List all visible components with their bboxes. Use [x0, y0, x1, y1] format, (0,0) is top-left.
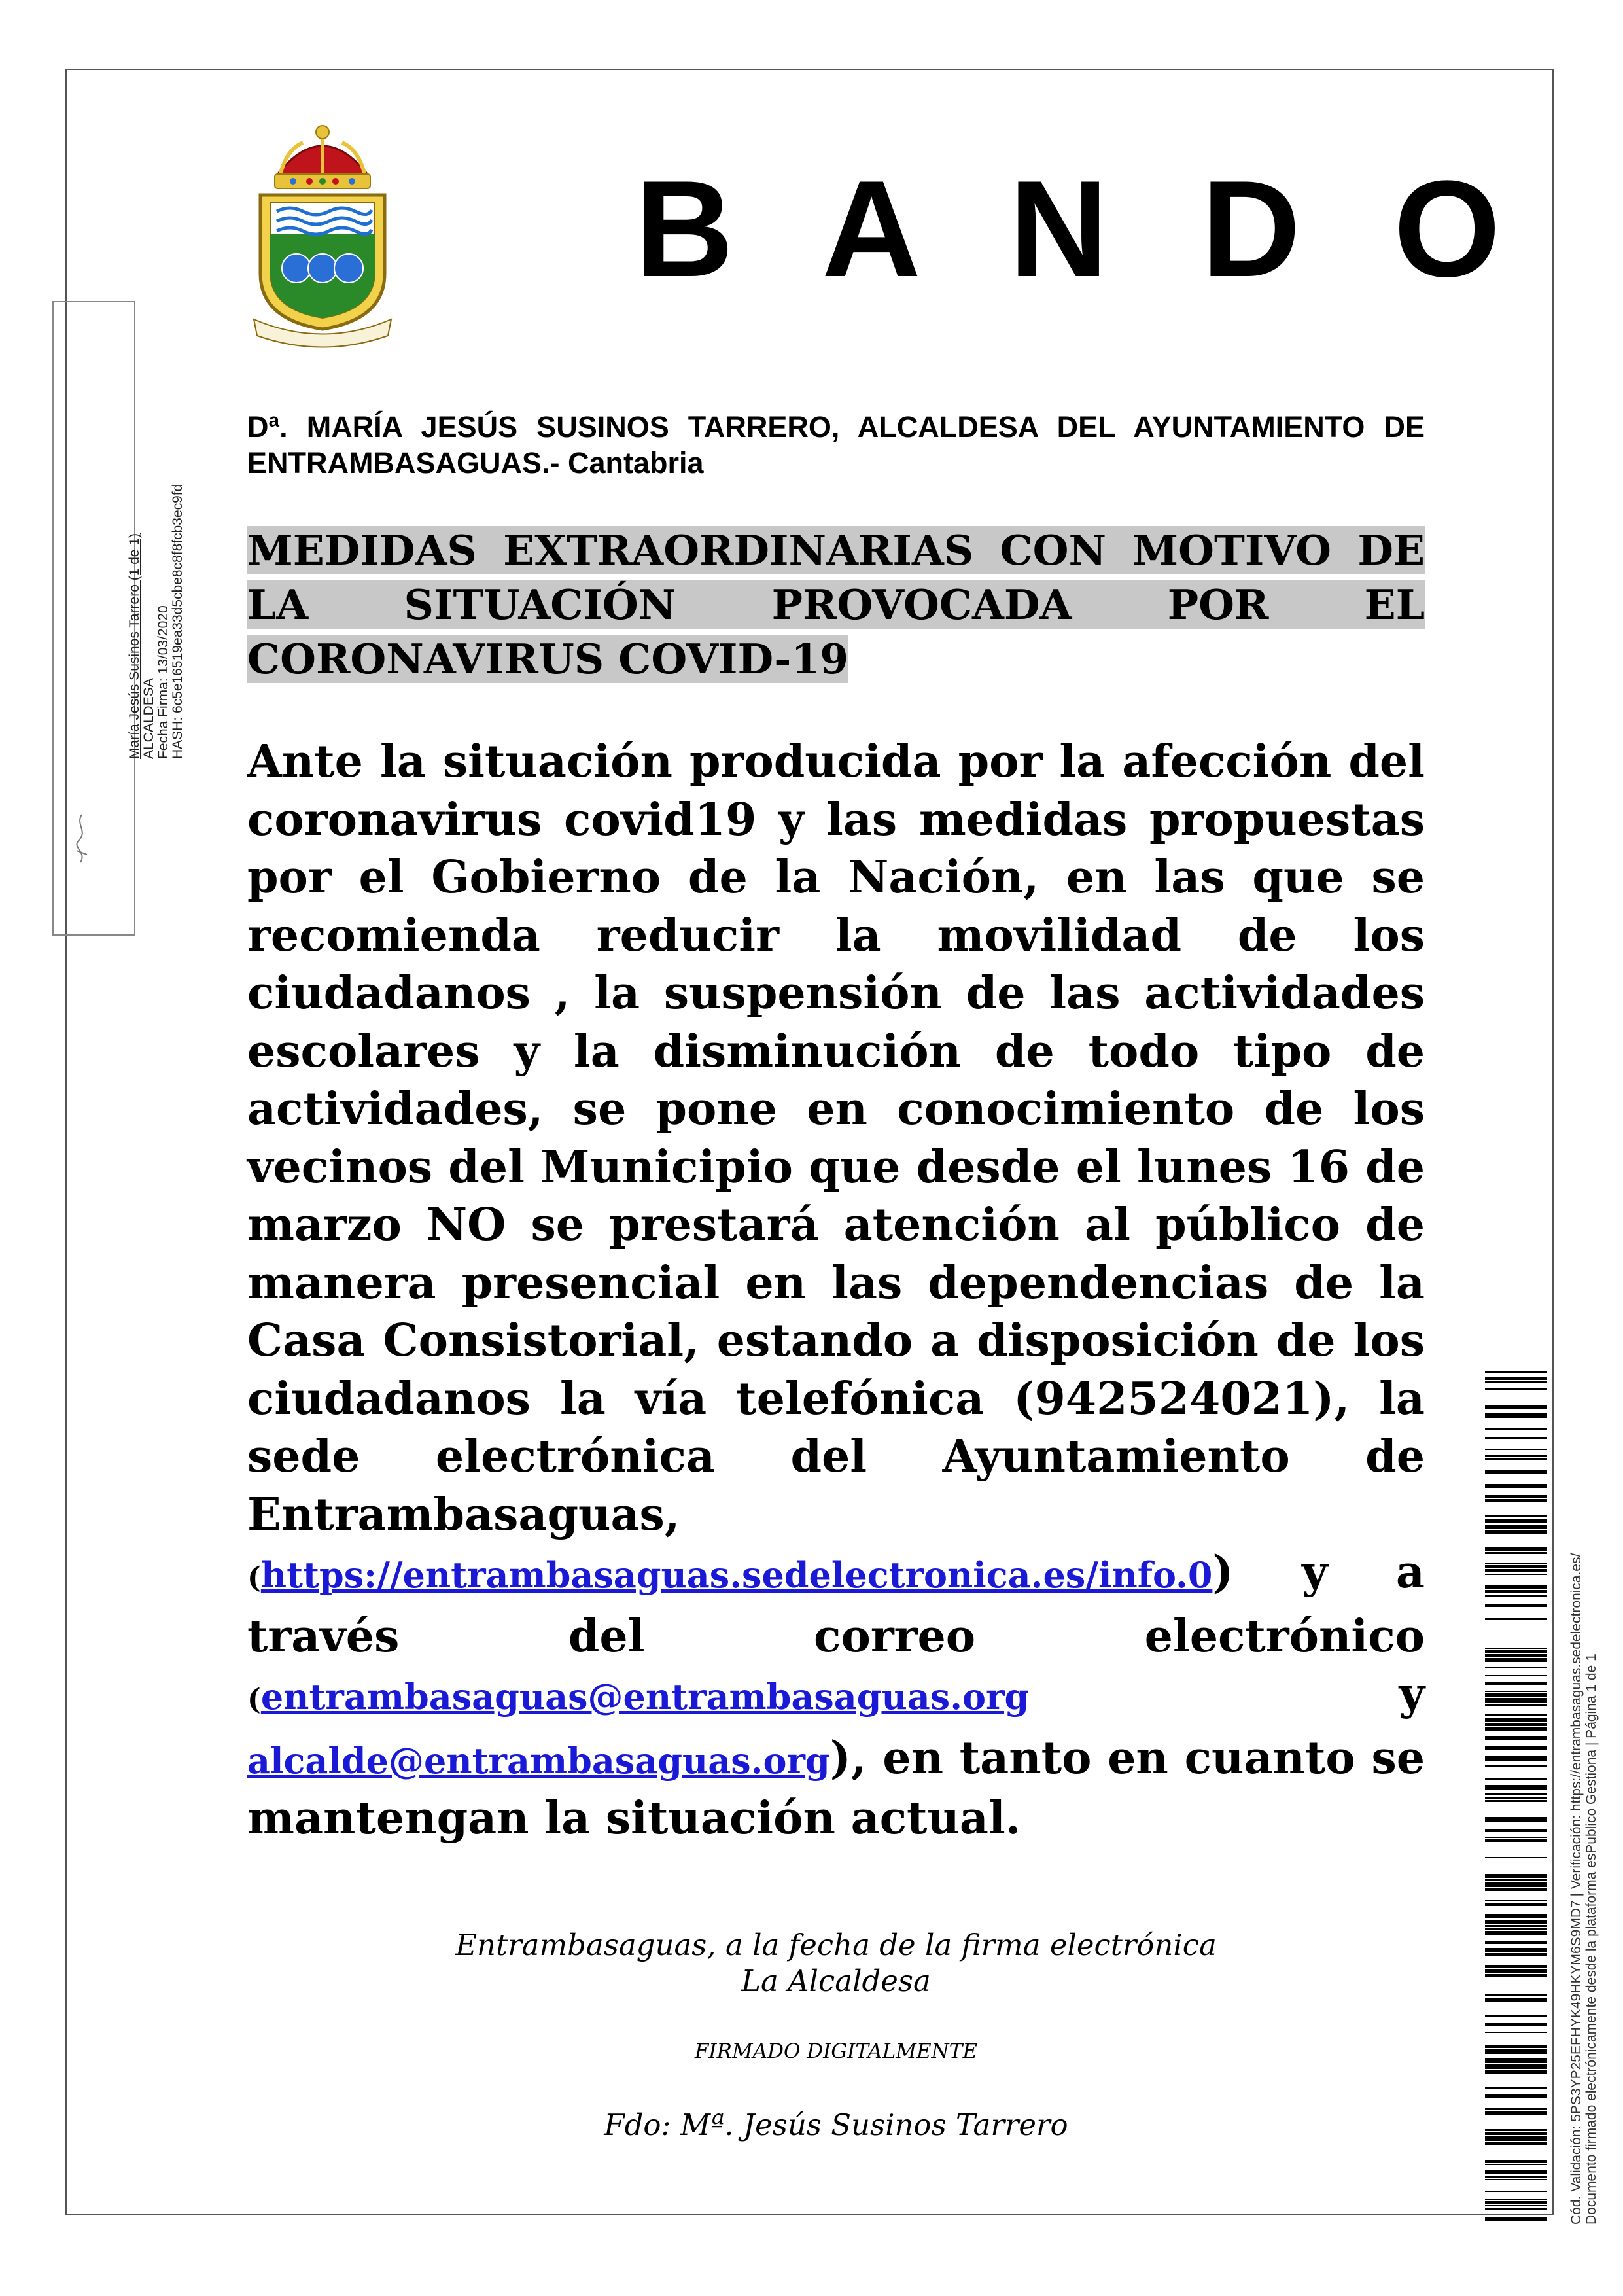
signature-details — [128, 393, 185, 759]
barcode-bar — [1485, 1998, 1547, 2002]
verification-footer — [1569, 1374, 1599, 2225]
barcode-bar — [1485, 1428, 1547, 1430]
barcode-bar — [1485, 1756, 1547, 1761]
barcode-bar — [1485, 1574, 1547, 1575]
verification-code: Cód. Validación: 5PS3YP25EFHYK49HKYM6S9MD7 | Verificación: https://entrambasaguas.sedelectronica.es/ — [1569, 1553, 1584, 2225]
barcode-bar — [1485, 1693, 1547, 1697]
barcode-bar — [1485, 1388, 1547, 1390]
closing-role: La Alcaldesa — [741, 1964, 931, 1998]
barcode-bar — [1485, 1765, 1547, 1767]
barcode-bar — [1485, 1569, 1547, 1572]
barcode-bar — [1485, 1704, 1547, 1706]
barcode-bar — [1485, 1585, 1547, 1589]
barcode-bar — [1485, 2179, 1547, 2180]
barcode-bar — [1485, 2108, 1547, 2110]
barcode-bar — [1485, 2208, 1547, 2210]
barcode-bar — [1485, 2129, 1547, 2131]
barcode-bar — [1485, 1484, 1547, 1488]
signature-date: Fecha Firma: 13/03/2020 — [156, 605, 171, 759]
signer-name: María Jesús Susinos Tarrero (1 de 1) — [127, 533, 142, 759]
barcode-bar — [1485, 1727, 1547, 1731]
digitally-signed-label: FIRMADO DIGITALMENTE — [694, 2040, 978, 2063]
barcode-bar — [1485, 1718, 1547, 1722]
barcode-bar — [1485, 1974, 1547, 1977]
barcode-bar — [1485, 2087, 1547, 2089]
barcode-bar — [1485, 2142, 1547, 2145]
barcode-bar — [1485, 1495, 1547, 1498]
barcode-bar — [1485, 1969, 1547, 1973]
barcode-bar — [1485, 2049, 1547, 2054]
barcode-bar — [1485, 1965, 1547, 1968]
barcode-bar — [1485, 1499, 1547, 1502]
barcode-bar — [1485, 1914, 1547, 1918]
barcode-bar — [1485, 1723, 1547, 1726]
barcode-bar — [1485, 2160, 1547, 2163]
barcode-bar — [1485, 1449, 1547, 1450]
barcode-bar — [1485, 1874, 1547, 1878]
body-via-email: y a través del correo electrónico — [247, 1546, 1425, 1663]
barcode-bar — [1485, 1778, 1547, 1780]
barcode-bar — [1485, 2015, 1547, 2017]
barcode-bar — [1485, 1595, 1547, 1597]
barcode-bar — [1485, 2132, 1547, 2135]
barcode-bar — [1485, 1515, 1547, 1517]
barcode-bar — [1485, 1405, 1547, 1409]
barcode-bar — [1485, 2070, 1547, 2074]
barcode-bar — [1485, 2205, 1547, 2206]
barcode-bar — [1485, 1691, 1547, 1692]
barcode-bar — [1485, 1857, 1547, 1858]
barcode-bar — [1485, 1948, 1547, 1952]
barcode-bar — [1485, 1941, 1547, 1944]
barcode-bar — [1485, 2201, 1547, 2204]
barcode-bar — [1485, 1817, 1547, 1822]
signature-hash: HASH: 6c5e16519ea33d5cbe8c8f8fcb3ec9fd — [170, 484, 185, 759]
barcode-bar — [1485, 1931, 1547, 1935]
barcode-bar — [1485, 1698, 1547, 1703]
barcode-bar — [1485, 1667, 1547, 1668]
barcode-bar — [1485, 1377, 1547, 1380]
barcode-bar — [1485, 1903, 1547, 1906]
closing-place-date: Entrambasaguas, a la fecha de la firma electrónica — [455, 1928, 1217, 1962]
document-title: B A N D O — [635, 152, 1528, 306]
barcode-bar — [1485, 1618, 1547, 1620]
barcode-bar — [1485, 1900, 1547, 1901]
barcode-bar — [1485, 2199, 1547, 2200]
barcode-bar — [1485, 1800, 1547, 1802]
barcode-bar — [1485, 1530, 1547, 1534]
body-text: Ante la situación producida por la afección del coronavirus covid19 y las medidas propuestas por el Gobierno de la Nación, en las que se recomienda reducir la movilidad de los ciudadanos , la suspensión de las actividades escolares y la disminución de todo tipo de actividades, se pone en conocimiento de los vecinos del Municipio que desde el lunes 16 de marzo NO se prestará atención al público de manera presencial en las dependencias de la Casa Consistorial, estando a disposición de los ciudadanos la vía telefónica (942524021), la sede electrónica del Ayuntamiento de Entrambasaguas, (https://entrambasaguas.sedelectronica.es/info.0) y a través del correo electrónico (entrambasaguas@entrambasaguas.org y alcalde@entrambasaguas.org), en tanto en cuanto se mantengan la situación actual. — [247, 735, 1425, 1845]
signer-role: ALCALDESA — [141, 678, 156, 759]
barcode-bar — [1485, 1736, 1547, 1740]
barcode-bar — [1485, 1525, 1547, 1529]
sede-electronica-link[interactable]: https://entrambasaguas.sedelectronica.es/info.0 — [260, 1554, 1213, 1596]
barcode-bar — [1485, 2176, 1547, 2178]
barcode-bar — [1485, 1437, 1547, 1439]
barcode-bar — [1485, 1455, 1547, 1457]
barcode-bar — [1485, 2045, 1547, 2048]
barcode-bar — [1485, 1925, 1547, 1927]
barcode-bar — [1485, 1746, 1547, 1750]
barcode-icon — [1485, 1371, 1547, 2221]
barcode-bar — [1485, 1565, 1547, 1568]
barcode-bar — [1485, 1682, 1547, 1685]
barcode-bar — [1485, 1920, 1547, 1924]
barcode-bar — [1485, 1953, 1547, 1956]
barcode-bar — [1485, 1604, 1547, 1607]
author-line: Dª. MARÍA JESÚS SUSINOS TARRERO, ALCALDESA DEL AYUNTAMIENTO DE ENTRAMBASAGUAS.- Cantabria — [247, 410, 1425, 480]
barcode-bar — [1485, 1793, 1547, 1795]
subject-heading — [247, 523, 1425, 686]
body-ending: ), en tanto en cuanto se mantengan la situación actual. — [247, 1731, 1425, 1845]
email-link-general[interactable]: entrambasaguas@entrambasaguas.org — [260, 1676, 1030, 1718]
coat-of-arms-icon — [241, 123, 404, 349]
barcode-bar — [1485, 1371, 1547, 1373]
barcode-bar — [1485, 1648, 1547, 1649]
barcode-bar — [1485, 1882, 1547, 1887]
barcode-bar — [1485, 1654, 1547, 1657]
barcode-bar — [1485, 1650, 1547, 1653]
barcode-bar — [1485, 1829, 1547, 1832]
barcode-bar — [1485, 1658, 1547, 1662]
barcode-bar — [1485, 1470, 1547, 1474]
barcode-bar — [1485, 1837, 1547, 1838]
barcode-bar — [1485, 1552, 1547, 1554]
body-paragraph: Ante la situación producida por la afección del coronavirus covid19 y las medidas propuestas por el Gobierno de la Nación, en las que se recomienda reducir la movilidad de los ciudadanos , la suspensión de las actividades escolares y la disminución de todo tipo de actividades, se pone en conocimiento de los vecinos del Municipio que desde el lunes 16 de marzo NO se prestará atención al público de manera presencial en las dependencias de la Casa Consistorial, estando a disposición de los ciudadanos la vía telefónica (942524021), la sede electrónica del Ayuntamiento de Entrambasaguas, — [247, 735, 1425, 1541]
verification-platform: Documento firmado electrónicamente desde la plataforma esPublico Gestiona | Página 1 de 1 — [1584, 1653, 1599, 2225]
barcode-bar — [1485, 1714, 1547, 1716]
barcode-bar — [1485, 1928, 1547, 1930]
barcode-bar — [1485, 1519, 1547, 1523]
barcode-bar — [1485, 2111, 1547, 2115]
barcode-bar — [1485, 1458, 1547, 1460]
body-conjunction: y — [1399, 1668, 1425, 1720]
barcode-bar — [1485, 1888, 1547, 1891]
barcode-bar — [1485, 1839, 1547, 1842]
closing-signatory: Fdo: Mª. Jesús Susinos Tarrero — [604, 2108, 1068, 2142]
barcode-bar — [1485, 2064, 1547, 2069]
barcode-bar — [1485, 1547, 1547, 1551]
barcode-bar — [1485, 2094, 1547, 2098]
barcode-bar — [1485, 2023, 1547, 2026]
barcode-bar — [1485, 2191, 1547, 2192]
barcode-bar — [1485, 2058, 1547, 2063]
barcode-bar — [1485, 1590, 1547, 1593]
barcode-bar — [1485, 2032, 1547, 2033]
barcode-bar — [1485, 2136, 1547, 2141]
barcode-bar — [1485, 1413, 1547, 1418]
barcode-bar — [1485, 2170, 1547, 2174]
barcode-bar — [1485, 2164, 1547, 2165]
barcode-bar — [1485, 1994, 1547, 1996]
subject-heading-text: MEDIDAS EXTRAORDINARIAS CON MOTIVO DE LA SITUACIÓN PROVOCADA POR EL CORONAVIRUS COVID-19 — [247, 526, 1425, 683]
email-link-mayor[interactable]: alcalde@entrambasaguas.org — [247, 1739, 830, 1782]
barcode-bar — [1485, 1675, 1547, 1676]
barcode-bar — [1485, 1879, 1547, 1881]
barcode-bar — [1485, 2217, 1547, 2221]
barcode-bar — [1485, 1785, 1547, 1790]
handwritten-signature-icon — [69, 811, 95, 870]
barcode-bar — [1485, 1797, 1547, 1799]
barcode-bar — [1485, 1563, 1547, 1564]
barcode-bar — [1485, 1381, 1547, 1383]
